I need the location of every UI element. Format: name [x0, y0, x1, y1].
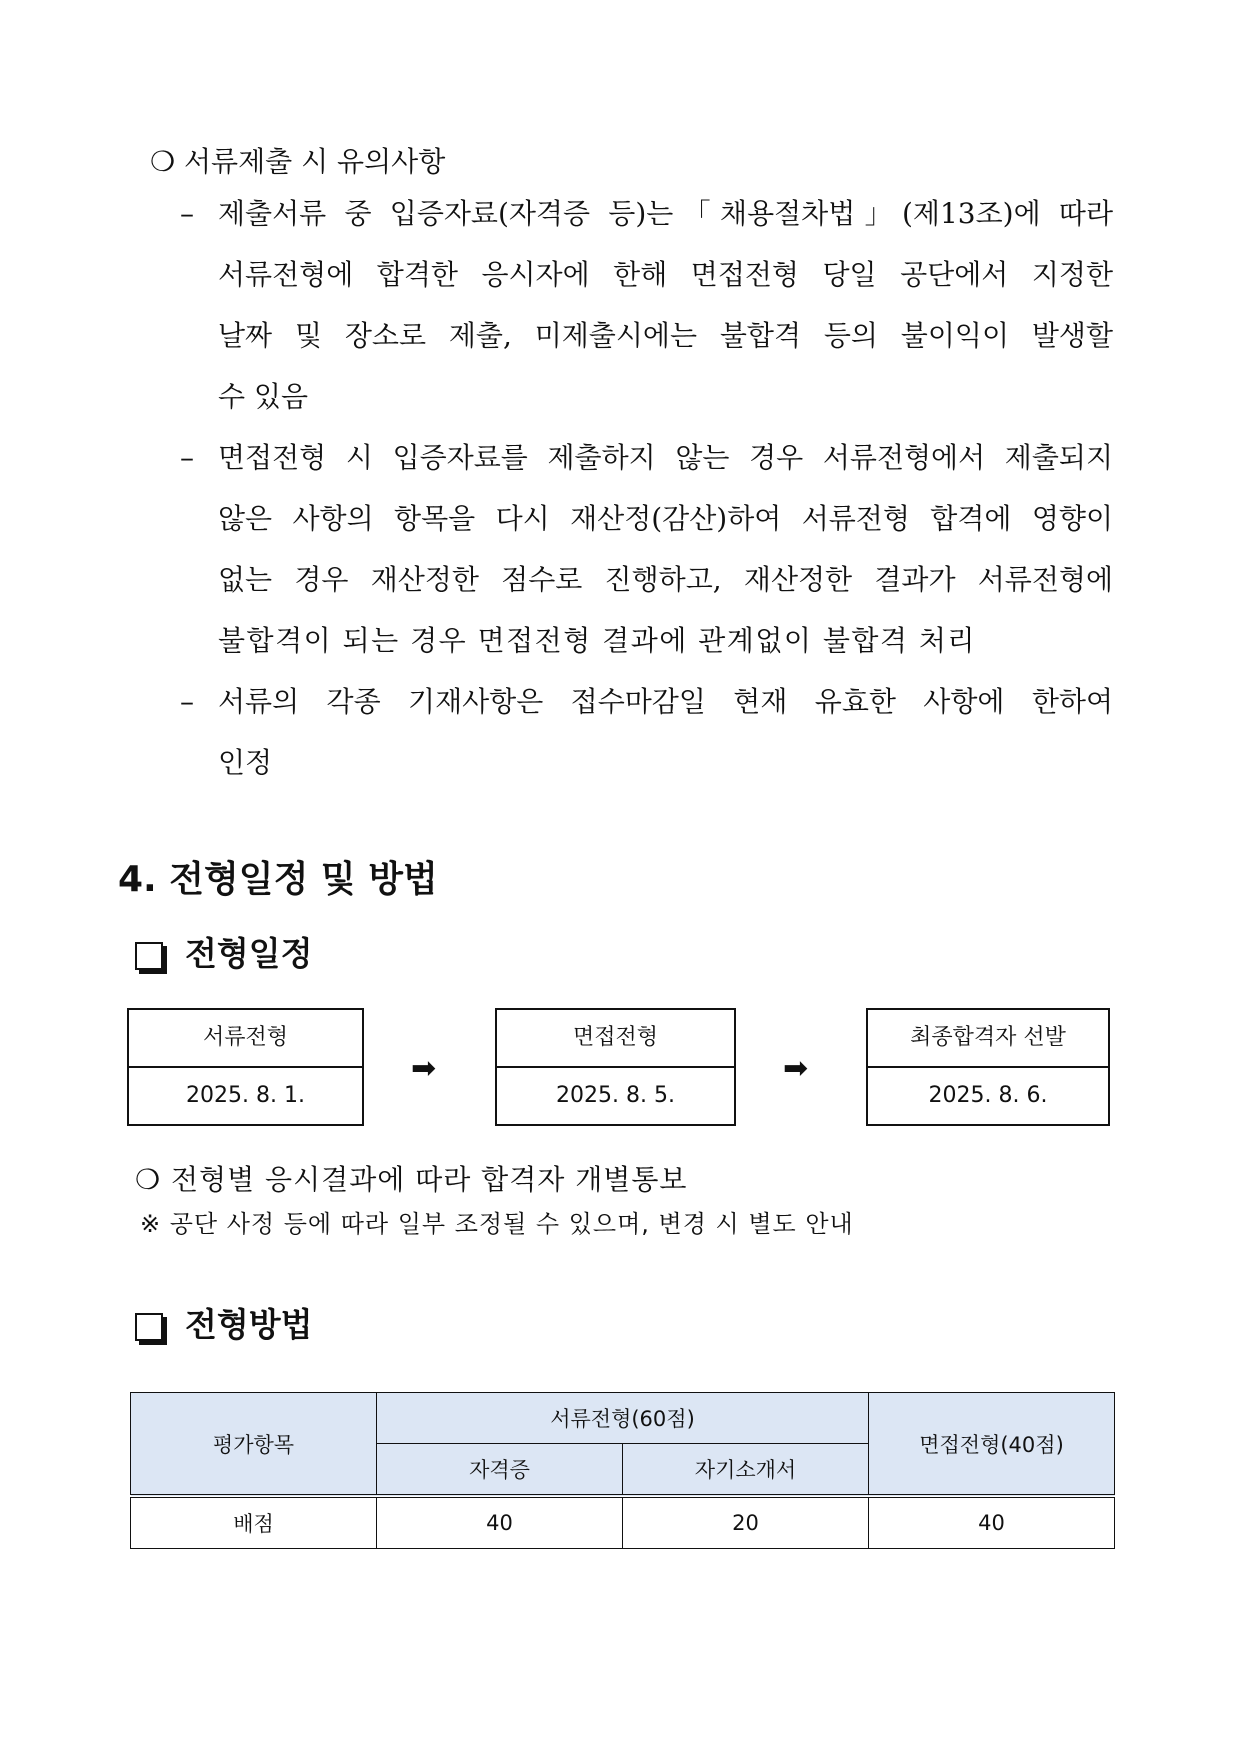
row-label: 배점: [131, 1496, 377, 1549]
dash-3: –: [180, 685, 194, 718]
step-3-date: 2025. 8. 6.: [928, 1083, 1048, 1108]
square-bullet-icon: [135, 1313, 163, 1341]
note-2-line-3: 없는 경우 재산정한 점수로 진행하고, 재산정한 결과가 서류전형에: [218, 563, 1113, 596]
header-cert: 자격증: [377, 1444, 623, 1497]
row-cert: 40: [377, 1496, 623, 1549]
step-3-name: 최종합격자 선발: [868, 1010, 1108, 1068]
dash-1: –: [180, 197, 194, 230]
note-2-line-2: 않은 사항의 항목을 다시 재산정(감산)하여 서류전형 합격에 영향이: [218, 502, 1113, 535]
schedule-note-1: ❍ 전형별 응시결과에 따라 합격자 개별통보: [135, 1163, 688, 1196]
row-interview: 40: [869, 1496, 1115, 1549]
schedule-step-3: [866, 1008, 1110, 1126]
step-2-date: 2025. 8. 5.: [556, 1083, 675, 1108]
note-2-line-1: 면접전형 시 입증자료를 제출하지 않는 경우 서류전형에서 제출되지: [218, 441, 1113, 474]
dash-2: –: [180, 441, 194, 474]
step-1-name: 서류전형: [129, 1010, 362, 1068]
square-bullet-icon: [135, 942, 163, 970]
schedule-title: 전형일정: [185, 934, 313, 973]
arrow-right-icon: ➡: [783, 1051, 809, 1086]
method-table: [130, 1392, 1115, 1549]
note-1-line-3: 날짜 및 장소로 제출, 미제출시에는 불합격 등의 불이익이 발생할: [218, 319, 1113, 352]
method-title: 전형방법: [185, 1305, 313, 1344]
schedule-step-1: [127, 1008, 364, 1126]
note-1-line-2: 서류전형에 합격한 응시자에 한해 면접전형 당일 공단에서 지정한: [218, 258, 1113, 291]
notes-heading: ❍ 서류제출 시 유의사항: [150, 145, 446, 178]
note-3-line-2: 인정: [218, 746, 273, 779]
schedule-step-2: [495, 1008, 736, 1126]
header-doc: 서류전형(60점): [377, 1393, 869, 1444]
step-2-name: 면접전형: [497, 1010, 734, 1068]
note-2-line-4: 불합격이 되는 경우 면접전형 결과에 관계없이 불합격 처리: [218, 624, 976, 657]
header-intro: 자기소개서: [623, 1444, 869, 1497]
note-3-line-1: 서류의 각종 기재사항은 접수마감일 현재 유효한 사항에 한하여: [218, 685, 1113, 718]
note-1-line-1: 제출서류 중 입증자료(자격증 등)는「채용절차법」(제13조)에 따라: [218, 197, 1113, 230]
header-interview: 면접전형(40점): [869, 1393, 1115, 1497]
arrow-right-icon: ➡: [411, 1051, 437, 1086]
step-1-date: 2025. 8. 1.: [186, 1083, 305, 1108]
header-item: 평가항목: [131, 1393, 377, 1497]
schedule-note-2: ※ 공단 사정 등에 따라 일부 조정될 수 있으며, 변경 시 별도 안내: [140, 1210, 854, 1238]
note-1-line-4: 수 있음: [218, 380, 309, 413]
section-4-title: 4. 전형일정 및 방법: [118, 859, 438, 900]
row-intro: 20: [623, 1496, 869, 1549]
